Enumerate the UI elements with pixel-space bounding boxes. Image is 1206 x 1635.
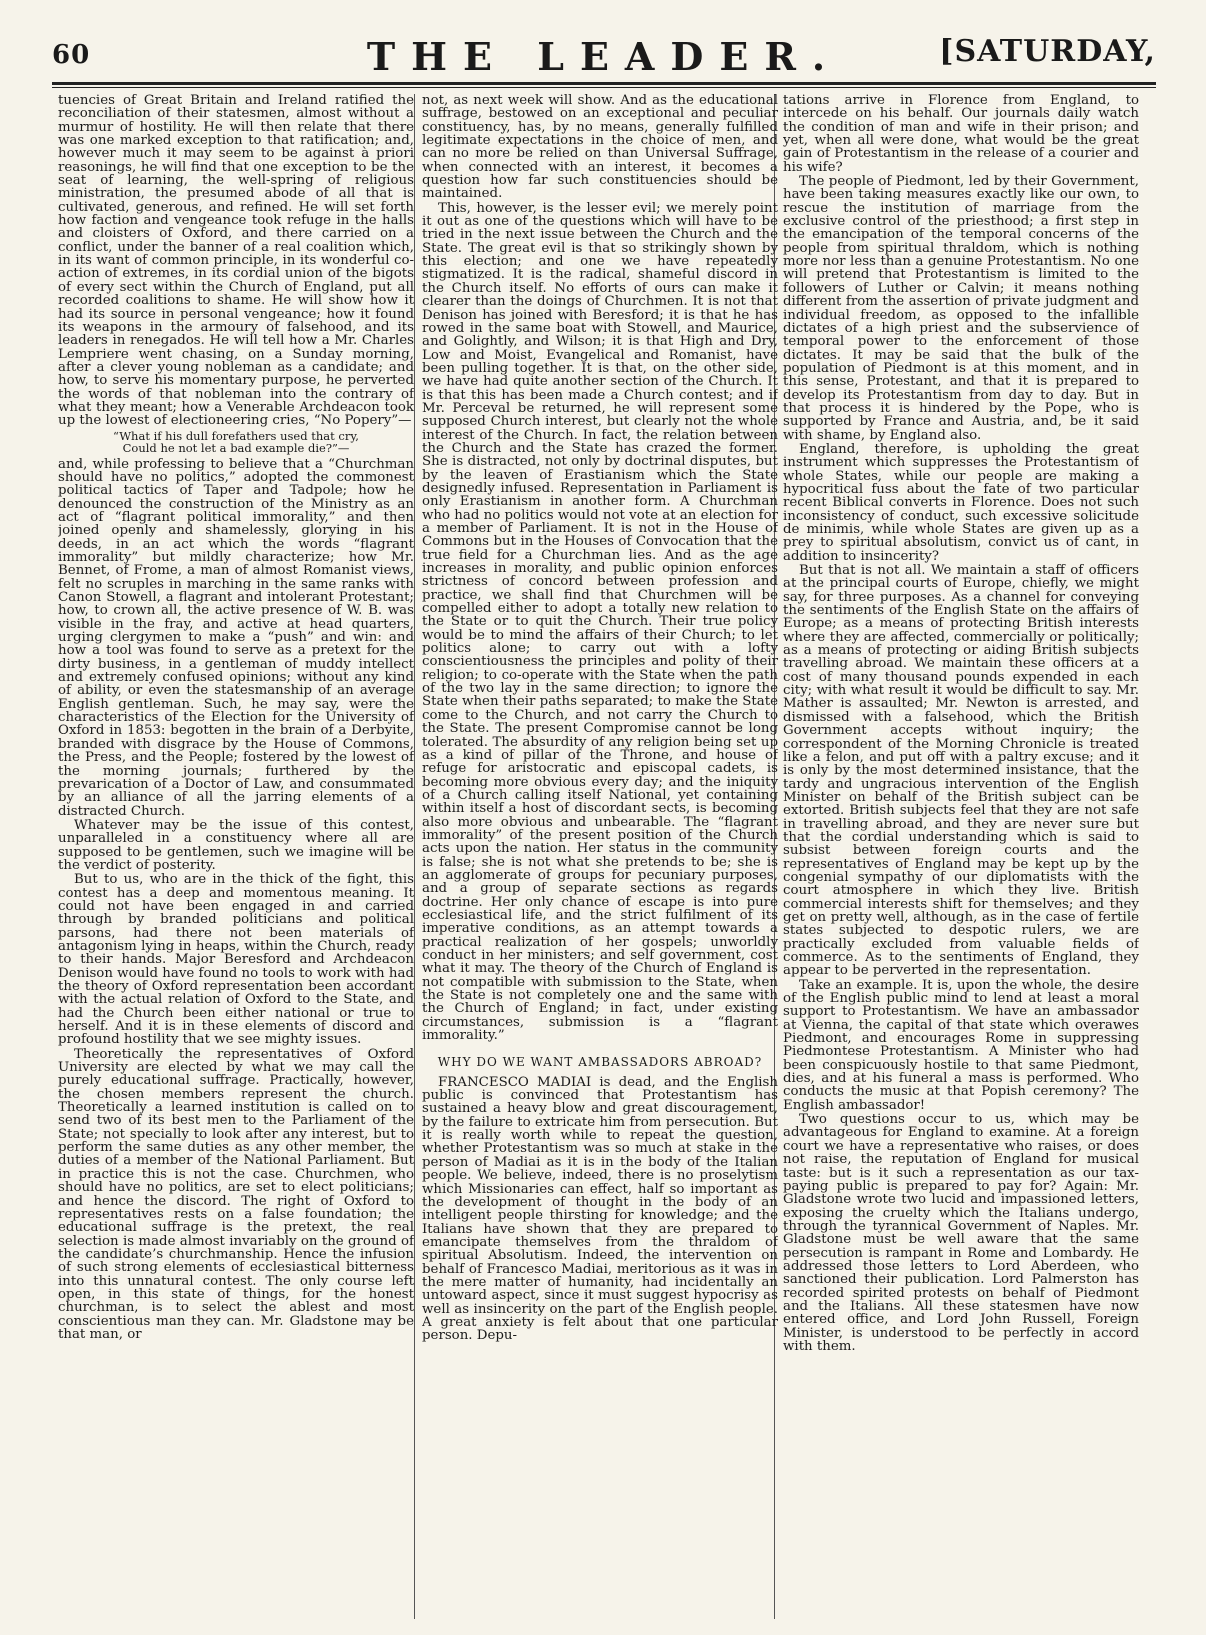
article-paragraph: England, therefore, is upholding the great instrument which suppresses the Protestantism of whole States, while our people are making a hypocritical fuss about the fate of two particular recent Biblical converts in Florence. Does not such inconsistency of conduct, such excessive solicitude de minimis, while whole States are given up as a prey to spiritual absolutism, convict us of cant, in addition to insincerity? — [783, 441, 1139, 564]
section-heading — [422, 1056, 778, 1069]
newspaper-title: THE LEADER. — [366, 34, 842, 79]
column-divider — [414, 94, 415, 1619]
article-paragraph: Whatever may be the issue of this contest, unparalleled in a constituency where all are supposed to be gentlemen, such we imagine will be the verdict of posterity. — [58, 817, 414, 873]
article-paragraph: FRANCESCO MADIAI is dead, and the English public is convinced that Protestantism has sustained a heavy blow and great discouragement, by the failure to extricate him from persecution. But it is really worth while to repeat the question, whether Protestantism was so much at stake in the person of Madiai as it is in the body of the Italian people. We believe, indeed, there is no proselytism which Missionaries can effect, half so important as the development of thought in the body of an intelligent people thirsting for knowledge; and the Italians have shown that they are prepared to emancipate themselves from the thraldom of spiritual Absolutism. Indeed, the intervention on behalf of Francesco Madiai, meritorious as it was in the mere matter of humanity, had incidentally an untoward aspect, since it must suggest hypocrisy as well as insincerity on the part of the English people. A great anxiety is felt about that one particular person. Depu- — [422, 1074, 778, 1344]
verse-quotation — [58, 430, 414, 455]
article-paragraph: tuencies of Great Britain and Ireland ratified the reconciliation of their statesmen, almost without a murmur of hostility. He will then relate that there was one marked exception to that ratification; and, however much it may seem to be against à priori reasonings, he will find that one exception to be the seat of learning, the well-spring of religious ministration, the presumed abode of all that is cultivated, generous, and refined. He will set forth how faction and vengeance took refuge in the halls and cloisters of Oxford, and there carried on a conflict, under the banner of a real coalition which, in its want of common principle, in its wonderful co-action of extremes, in its cordial union of the bigots of every sect within the Church of England, put all recorded coalitions to shame. He will show how it had its source in personal vengeance; how it found its weapons in the armoury of falsehood, and its leaders in renegados. He will tell how a Mr. Charles Lempriere went chasing, on a Sunday morning, after a clever young nobleman as a candidate; and how, to serve his momentary purpose, he perverted the words of that nobleman into the contrary of what they meant; how a Venerable Archdeacon took up the lowest of electioneering cries, “No Popery”— — [58, 94, 414, 429]
article-paragraph: tations arrive in Florence from England, to intercede on his behalf. Our journals daily watch the condition of man and wife in their prison; and yet, when all were done, what would be the great gain of Protestantism in the release of a courier and his wife? — [783, 94, 1139, 175]
column-2 — [422, 94, 778, 1619]
article-paragraph: Theoretically the representatives of Oxford University are elected by what we may call the purely educational suffrage. Practically, however, the chosen members represent the church. Theoretically a learned institution is called on to send two of its best men to the Parliament of the State; not specially to look after any interest, but to perform the same duties as any other member, the duties of a member of the National Parliament. But in practice this is not the case. Churchmen, who should have no politics, are set to elect politicians; and hence the discord. The right of Oxford to representatives rests on a false foundation; the educational suffrage is the pretext, the real selection is made almost invariably on the ground of the candidate’s churchmanship. Hence the infusion of such strong elements of ecclesiastical bitterness into this unnatural contest. The only course left open, in this state of things, for the honest churchman, is to select the ablest and most conscientious man they can. Mr. Gladstone may be that man, or — [58, 1046, 414, 1342]
page-number: 60 — [52, 40, 91, 70]
masthead-rule-thin — [52, 87, 1156, 88]
article-paragraph: Take an example. It is, upon the whole, the desire of the English public mind to lend at least a moral support to Protestantism. We have an ambassador at Vienna, the capital of that state which overawes Piedmont, and encourages Rome in suppressing Piedmontese Protestantism. A Minister who had been conspicuously hostile to that same Piedmont, dies, and at his funeral a mass is performed. Who conducts the music at that Popish ceremony? The English ambassador! — [783, 977, 1139, 1113]
dateline: [SATURDAY, — [939, 34, 1156, 69]
article-paragraph: not, as next week will show. And as the educational suffrage, bestowed on an exceptional and peculiar constituency, has, by no means, generally fulfilled legitimate expectations in the choice of men, and can no more be relied on than Universal Suffrage, when connected with an interest, it becomes a question how far such constituencies should be maintained. — [422, 94, 778, 202]
column-1 — [58, 94, 414, 1619]
column-3 — [783, 94, 1139, 1619]
article-paragraph: But to us, who are in the thick of the fight, this contest has a deep and momentous meaning. It could not have been engaged in and carried through by branded politicians and political parsons, had there not been materials of antagonism lying in heaps, within the Church, ready to their hands. Major Beresford and Archdeacon Denison would have found no tools to work with had the theory of Oxford representation been accordant with the actual relation of Oxford to the State, and had the Church been either national or true to herself. And it is in these elements of discord and profound hostility that we see mighty issues. — [58, 872, 414, 1048]
article-paragraph: The people of Piedmont, led by their Government, have been taking measures exactly like our own, to rescue the institution of marriage from the exclusive control of the priesthood; a first step in the emancipation of the temporal concerns of the people from spiritual thraldom, which is nothing more nor less than a genuine Protestantism. No one will pretend that Protestantism is limited to the followers of Luther or Calvin; it means nothing different from the assertion of private judgment and individual freedom, as opposed to the infallible dictates of a high priest and the subservience of temporal power to the enforcement of those dictates. It may be said that the bulk of the population of Piedmont is at this moment, and in this sense, Protestant, and that it is prepared to develop its Protestantism from day to day. But in that process it is hindered by the Pope, who is supported by France and Austria, and, be it said with shame, by England also. — [783, 174, 1139, 443]
masthead-rule-thick — [52, 82, 1156, 85]
quote-line: Could he not let a bad example die?”— — [122, 441, 350, 456]
article-paragraph: Two questions occur to us, which may be advantageous for England to examine. At a foreign court we have a representative who raises, or does not raise, the reputation of England for musical taste: but is it such a representation as our tax-paying public is prepared to pay for? Again: Mr. Gladstone wrote two lucid and impassioned letters, exposing the cruelty which the Italians undergo, through the tyrannical Government of Naples. Mr. Gladstone must be well aware that the same persecution is rampant in Rome and Lombardy. He addressed those letters to Lord Aberdeen, who sanctioned their publication. Lord Palmerston has recorded spirited protests on behalf of Piedmont and the Italians. All these statesmen have now entered office, and Lord John Russell, Foreign Minister, is understood to be perfectly in accord with them. — [783, 1112, 1139, 1354]
article-paragraph: This, however, is the lesser evil; we merely point it out as one of the questions which will have to be tried in the next issue between the Church and the State. The great evil is that so strikingly shown by this election; and one we have repeatedly stigmatized. It is the radical, shameful discord in the Church itself. No efforts of ours can make it clearer than the doings of Churchmen. It is not that Denison has joined with Beresford; it is that he has rowed in the same boat with Stowell, and Maurice, and Golightly, and Wilson; it is that High and Dry, Low and Moist, Evangelical and Romanist, have been pulling together. It is that, on the other side, we have had quite another section of the Church. It is that this has been made a Church contest; and if Mr. Perceval be returned, he will represent some supposed Church interest, but clearly not the whole interest of the Church. In fact, the relation between the Church and the State has crazed the former. She is distracted, not only by doctrinal disputes, but by the leaven of Erastianism which the State designedly infused. Representation in Parliament is only Erastianism in another form. A Churchman who had no politics would not vote at an election for a member of Parliament. It is not in the House of Commons but in the Houses of Convocation that the true field for a Churchman lies. And as the age increases in morality, and public opinion enforces strictness of concord between profession and practice, we shall find that Churchmen will be compelled either to adopt a totally new relation to the State or to quit the Church. Their true policy would be to mind the affairs of their Church; to let politics alone; to carry out with a lofty conscientiousness the principles and polity of their religion; to co-operate with the State when the path of the two lay in the same direction; to ignore the State when their paths separated; to make the State come to the Church, and not carry the Church to the State. The present Compromise cannot be long tolerated. The absurdity of any religion being set up as a kind of pillar of the Throne, and house of refuge for aristocratic and episcopal cadets, is becoming more obvious every day; and the iniquity of a Church calling itself National, yet containing within itself a host of discordant sects, is becoming also more obvious and unbearable. The “flagrant immorality” of the present position of the Church acts upon the nation. Her status in the community is false; she is not what she pretends to be; she is an agglomerate of groups for pecuniary purposes, and a group of separate sections as regards doctrine. Her only chance of escape is into pure ecclesiastical life, and the strict fulfilment of its imperative conditions, as an attempt towards a practical realization of her gospels; unworldly conduct in her ministers; and self government, cost what it may. The theory of the Church of England is not compatible with submission to the State, when the State is not completely one and the same with the Church of England; in fact, under existing circumstances, submission is a “flagrant immorality.” — [422, 200, 778, 1044]
quote-line: “What if his dull forefathers used that cry, — [113, 428, 359, 443]
article-paragraph: and, while professing to believe that a “Churchman should have no politics,” adopted the commonest political tactics of Taper and Tadpole; how he denounced the construction of the Ministry as an act of “flagrant political immorality,” and then joined openly and shamelessly, glorying in his deeds, in an act which the words “flagrant immorality” but mildly characterize; how Mr. Bennet, of Frome, a man of almost Romanist views, felt no scruples in marching in the same ranks with Canon Stowell, a flagrant and intolerant Protestant; how, to crown all, the active presence of W. B. was visible in the fray, and active at head quarters, urging clergymen to make a “push” and win: and how a tool was found to serve as a pretext for the dirty business, in a gentleman of muddy intellect and extremely confused opinions; without any kind of ability, or even the statesmanship of an average English gentleman. Such, he may say, were the characteristics of the Election for the University of Oxford in 1853: begotten in the brain of a Derbyite, branded with disgrace by the House of Commons, the Press, and the People; fostered by the lowest of the morning journals; furthered by the prevarication of a Doctor of Law, and consummated by an alliance of all the jarring elements of a distracted Church. — [58, 456, 414, 819]
article-paragraph: But that is not all. We maintain a staff of officers at the principal courts of Europe, chiefly, we might say, for three purposes. As a channel for conveying the sentiments of the English State on the affairs of Europe; as a means of protecting British interests where they are affected, commercially or politically; as a means of protecting or aiding British subjects travelling abroad. We maintain these officers at a cost of many thousand pounds expended in each city; with what result it would be difficult to say. Mr. Mather is assaulted; Mr. Newton is arrested, and dismissed with a falsehood, which the British Government accepts without inquiry; the correspondent of the Morning Chronicle is treated like a felon, and put off with a paltry excuse; and it is only by the most determined insistance, that the tardy and ungracious intervention of the English Minister on behalf of the British subject can be extorted. British subjects feel that they are not safe in travelling abroad, and they are never sure but that the cordial understanding which is said to subsist between foreign courts and the representatives of England may be kept up by the congenial sympathy of our diplomatists with the court atmosphere in which they live. British commercial interests shift for themselves; and they get on pretty well, although, as in the case of fertile states subjected to despotic rulers, we are practically excluded from valuable fields of commerce. As to the sentiments of England, they appear to be perverted in the representation. — [783, 563, 1139, 979]
section-title: WHY DO WE WANT AMBASSADORS ABROAD? — [437, 1055, 763, 1070]
masthead — [52, 30, 1156, 82]
